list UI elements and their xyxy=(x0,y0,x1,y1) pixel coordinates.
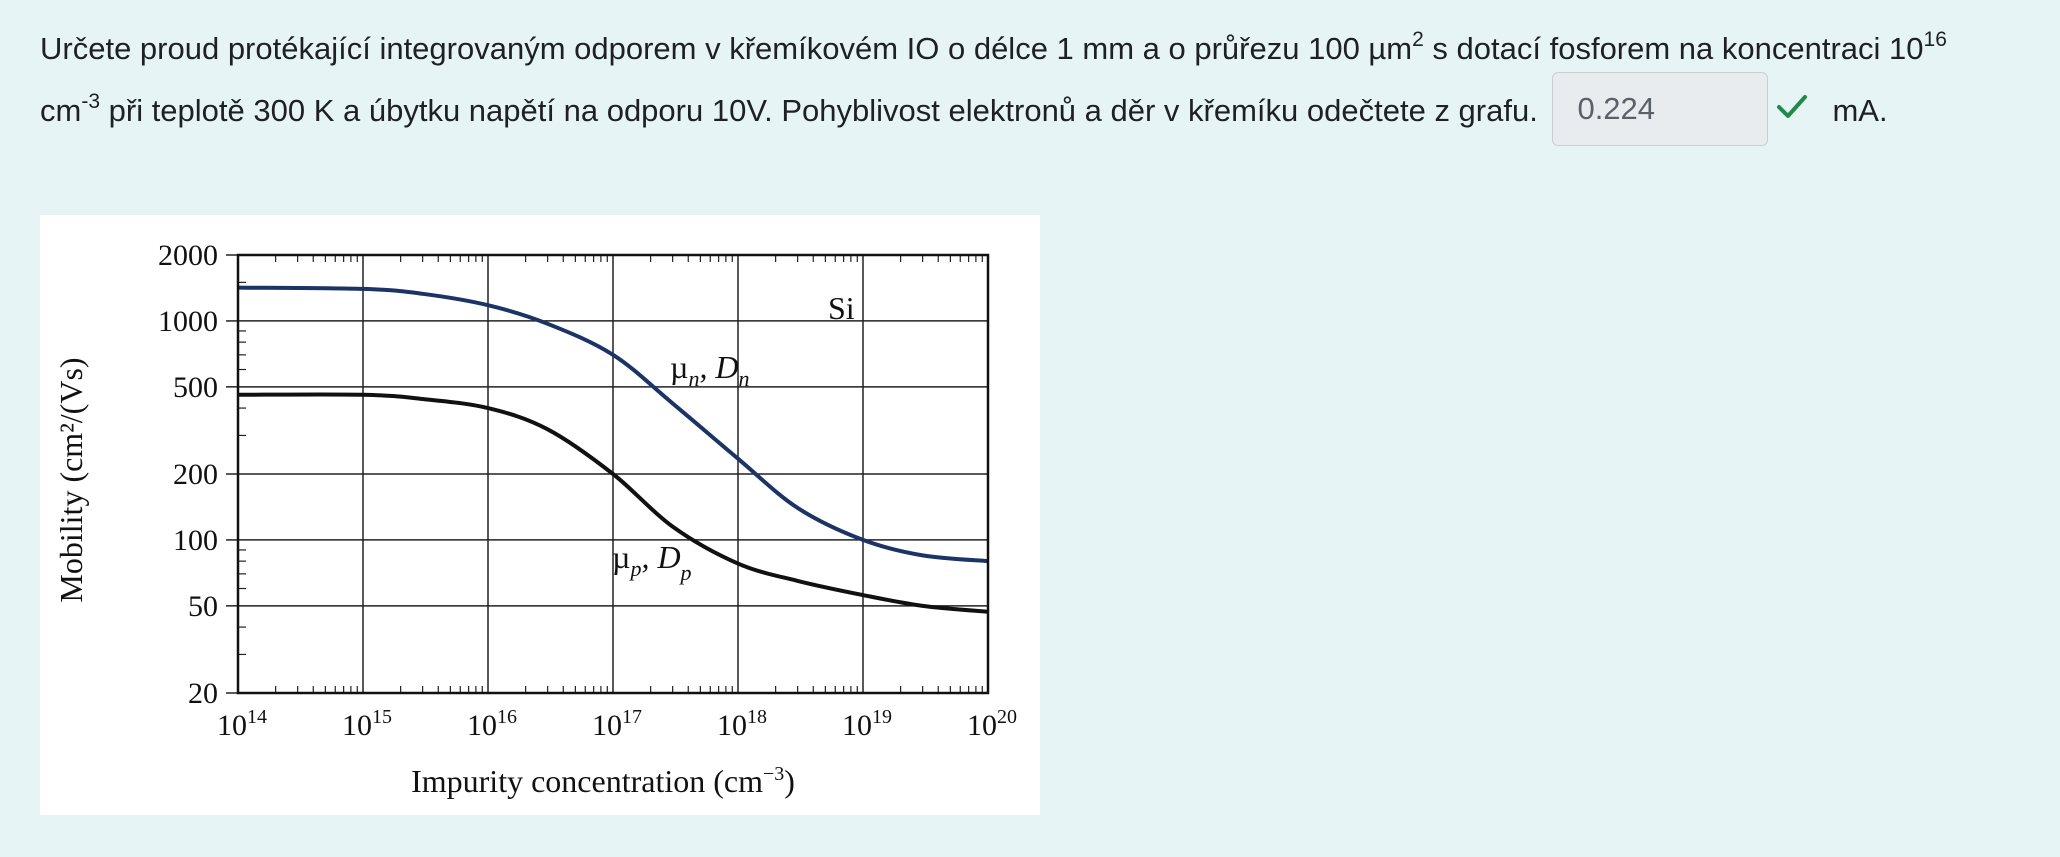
x-tick-label: $10^{16}$ xyxy=(467,706,517,742)
answer-input[interactable]: 0.224 xyxy=(1552,72,1768,146)
concentration-exponent: 16 xyxy=(1923,27,1947,51)
x-tick-label: $10^{14}$ xyxy=(217,706,267,742)
x-axis-label-end: ) xyxy=(784,763,795,799)
question-part3: cm xyxy=(40,93,82,129)
y-tick-label: 50 xyxy=(188,589,218,623)
x-tick-label: $10^{19}$ xyxy=(842,706,892,742)
y-tick-label: 20 xyxy=(188,677,218,710)
annotation-si: Si xyxy=(828,290,855,326)
y-tick-label: 200 xyxy=(173,458,218,491)
area-exponent: 2 xyxy=(1412,27,1424,51)
y-tick-label: 1000 xyxy=(158,304,218,338)
x-tick-label: $10^{18}$ xyxy=(717,706,767,742)
series-label-holes: µ$_p$, $D_p$ xyxy=(612,539,692,585)
y-tick-label: 100 xyxy=(173,523,218,557)
x-tick-label: $10^{15}$ xyxy=(342,706,392,742)
question-part1: Určete proud protékající integrovaným odporem v křemíkovém IO o délce 1 mm a o průřezu 100 µm xyxy=(40,31,1413,66)
question-text xyxy=(40,18,2030,146)
question-part2: s dotací fosforem na koncentraci 10 xyxy=(1423,31,1924,66)
check-icon xyxy=(1776,79,1808,141)
mobility-chart-svg xyxy=(40,215,1040,815)
cm-exponent: -3 xyxy=(81,89,101,113)
series-label-electrons: µ$_n$, $D_n$ xyxy=(670,349,750,391)
x-axis-label xyxy=(411,763,795,799)
x-tick-label: $10^{20}$ xyxy=(967,706,1017,742)
y-tick-label: 500 xyxy=(173,370,218,404)
question-part4: při teplotě 300 K a úbytku napětí na odporu 10V. Pohyblivost elektronů a děr v křemíku odečtete z grafu. xyxy=(100,93,1538,129)
mobility-chart xyxy=(40,215,1040,815)
x-axis-label-exponent: −3 xyxy=(762,763,785,785)
unit-label: mA. xyxy=(1832,93,1888,129)
x-axis-label-text: Impurity concentration (cm xyxy=(411,763,763,799)
x-tick-label: $10^{17}$ xyxy=(592,706,642,742)
y-tick-label: 2000 xyxy=(158,239,218,272)
y-axis-label: Mobility (cm²/(Vs) xyxy=(53,357,89,603)
